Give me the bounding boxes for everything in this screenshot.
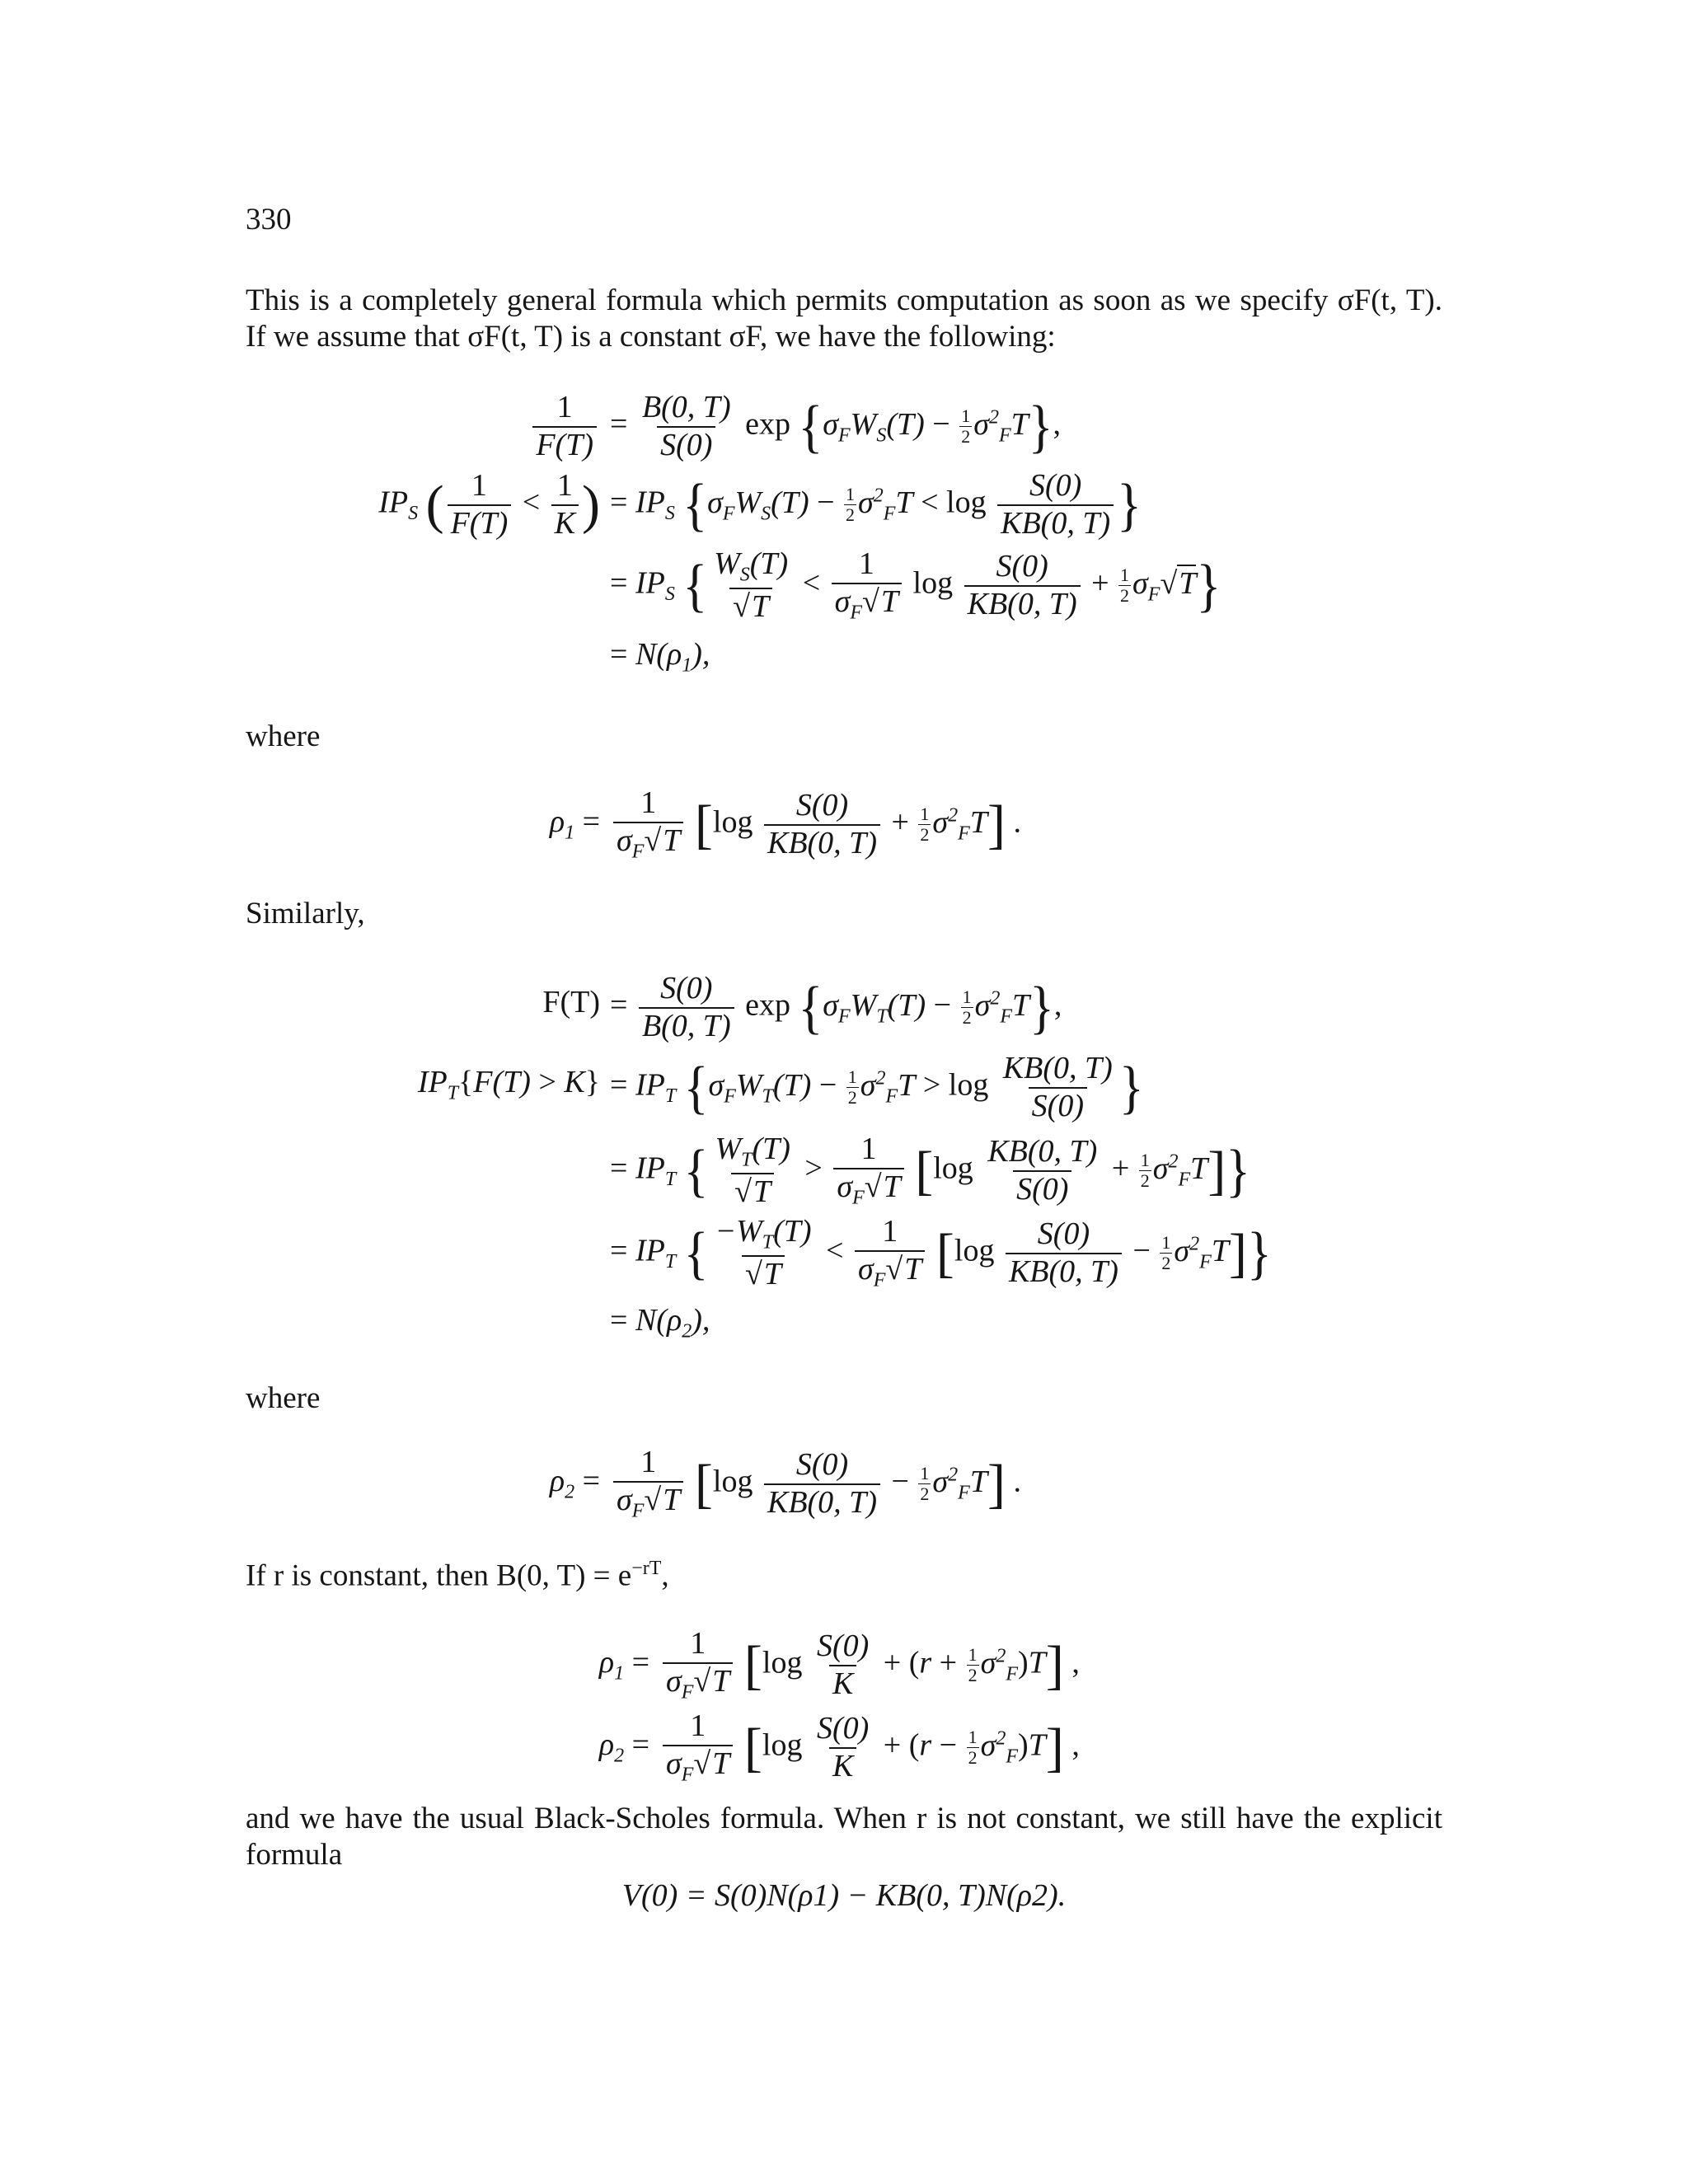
eq1-line4: = $N(\rho_1)$, xyxy=(610,637,710,677)
eq2-line5: = $N(\rho_2)$, xyxy=(610,1303,710,1343)
rho2-constant-r: $\rho_2$ = $\frac{1}{\sigma_F√T}$ [log $\frac{S(0)}{K}$ + (r − $\frac{1}{2}$ $\sigma^2_F)T$] , xyxy=(598,1708,1080,1786)
where-label-2: where xyxy=(246,1381,321,1415)
page-number: 330 xyxy=(246,203,292,237)
eq2-line2: $IP_T\{F(T) > K\}$ = $IP_T$ {$\sigma_FW_T(T)$ − $\frac{1}{2}$ $\sigma^2_FT > \log$ $\frac{KB(0, T)}{S(0)}$ } xyxy=(417,1051,1144,1123)
rho2-definition: $\rho_2$ = $\frac{1}{\sigma_F√T}$ [log $\frac{S(0)}{KB(0, T)}$ − $\frac{1}{2}$ $\sigma^2_FT$] . xyxy=(549,1445,1021,1522)
eq2-line3: = $IP_T$ { $\frac{W_T(T)}{√T}$ > $\frac{1}{\sigma_F√T}$ [log $\frac{KB(0, T)}{S(0)}$ + $\frac{1}{2}$ $\sigma^2_FT$]} xyxy=(610,1132,1251,1209)
eq1-line3: = $IP_S$ { $\frac{W_S(T)}{√T}$ < $\frac{1}{\sigma_F√T}$ log $\frac{S(0)}{KB(0, T)}$ + $\frac{1}{2}$ $\sigma_F√T$} xyxy=(610,546,1221,624)
if-r-constant-line: If r is constant, then B(0, $T) = e^{-rT}$, xyxy=(246,1558,669,1593)
where-label-1: where xyxy=(246,719,321,753)
eq1-line1: $\frac{1}{F(T)}$ = $\frac{B(0, T)}{S(0)}$ $\exp \{\sigma_FW_S(T)$ − $\frac{1}{2}$ $\sigma^2_FT$}, xyxy=(0,391,1688,466)
intro-paragraph xyxy=(246,283,1442,355)
eq2-line4: = $IP_T$ { $\frac{-W_T(T)}{√T}$ < $\frac{1}{\sigma_F√T}$ [log $\frac{S(0)}{KB(0, T)}$ − $\frac{1}{2}$ $\sigma^2_FT$]} xyxy=(610,1214,1272,1291)
rho1-constant-r: $\rho_1$ = $\frac{1}{\sigma_F√T}$ [log $\frac{S(0)}{K}$ + (r + $\frac{1}{2}$ $\sigma^2_F)T$] , xyxy=(598,1626,1080,1704)
similarly-label: Similarly, xyxy=(246,897,365,930)
rho1-definition: $\rho_1$ = $\frac{1}{\sigma_F√T}$ [log $\frac{S(0)}{KB(0, T)}$ + $\frac{1}{2}$ $\sigma^2_FT$] . xyxy=(549,785,1021,863)
eq2-line1: F(T) = $\frac{S(0)}{B(0, T)}$ $\exp \{\sigma_FW_T(T)$ − $\frac{1}{2}$ $\sigma^2_FT$}, xyxy=(542,971,1062,1043)
final-paragraph: and we have the usual Black-Scholes formula. When r is not constant, we still have the explicit formula xyxy=(246,1802,1442,1872)
eq1-line2: $IP_S$ ( $\frac{1}{F(T)}$ < $\frac{1}{K}$ ) = $IP_S$ {$\sigma_FW_S(T)$ − $\frac{1}{2}$ $\sigma^2_FT < \log$ $\frac{S(0)}{KB(0, T)}$ } xyxy=(378,468,1142,541)
intro-text: This is a completely general formula which permits computation as soon as we specify σF(t, T). If we assume that σF(t, T) is a constant σF, we have the following: xyxy=(246,284,1442,354)
black-scholes-equation: V(0) = S(0)N(ρ1) − KB(0, T)N(ρ2). xyxy=(621,1878,1067,1913)
